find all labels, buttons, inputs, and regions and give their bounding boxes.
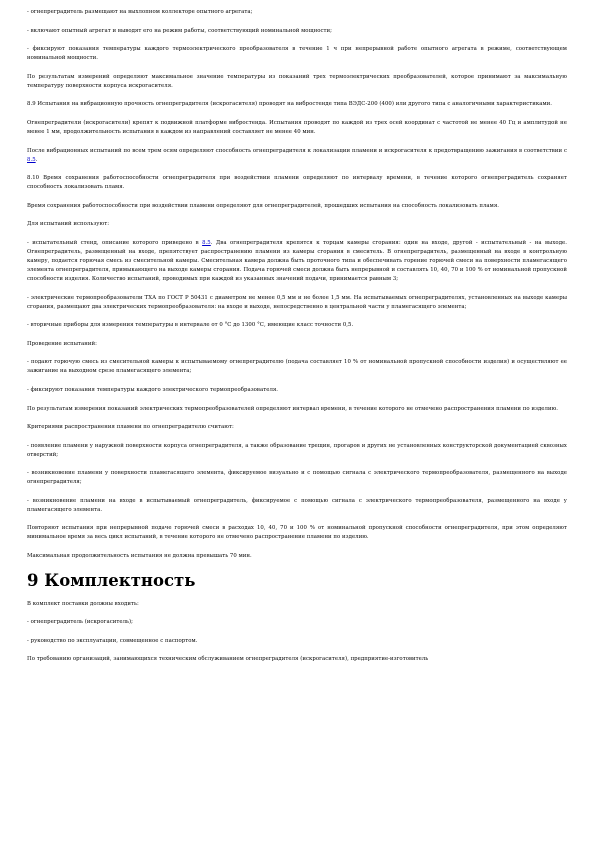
- paragraph: Проведение испытаний:: [27, 340, 97, 347]
- paragraph: - возникновение пламени у поверхности пламегасящего элемента, фиксируемое визуально и с помощью сигнала с электрического термопреобразователя, размещенного на выходе огнепреградителя;: [27, 470, 567, 486]
- paragraph: По требованию организаций, занимающихся техническим обслуживанием огнепреградителя (искрогасителя), предприятие-изготовитель: [27, 656, 429, 663]
- paragraph-text: - испытательный стенд, описание которого приведено в: [27, 239, 203, 246]
- paragraph: 8.10 Время сохранения работоспособности огнепреградителя при воздействии пламени определяют по интервалу времени, в течение которого огнепреградитель сохраняет способность локализовать пламя.: [27, 175, 567, 191]
- paragraph: - фиксируют показания температуры каждого термоэлектрического преобразователя в течение 1 ч при непрерывной работе опытного агрегата в режиме, соответствующем номинальной мощности.: [27, 46, 567, 62]
- paragraph-text: После вибрационных испытаний по всем трем осям определяют способность огнепреградителя к локализации пламени и искрогасителя к предотвращению зажигания в соответствии с: [27, 147, 567, 154]
- paragraph: Критериями распространения пламени по огнепреградителю считают:: [27, 424, 234, 431]
- paragraph: Для испытаний используют:: [27, 221, 110, 228]
- paragraph-with-link: [27, 147, 567, 165]
- reference-link-8-5[interactable]: 8.5: [27, 156, 36, 163]
- paragraph-text: . Два огнепреградителя крепятся к торцам камеры сгорания: один на входе, другой - испытательный - на выходе. Огнепреградитель, размещенный на входе, препятствует распространению пламени из камеры сгорания в смеситель. В огнепреградитель, размещенный на входе в контрольную камеру, подается горючая смесь из смесительной камеры. Смесительная камера должна быть проточного типа и обеспечивать горение горючей смеси на поверхности пламегасящего элемента огнепреградителя, примыкающего на выходе камеры сгорания. Подача горючей смеси должна быть непрерывной и составлять 10, 40, 70 и 100 % от номинальной пропускной способности изделия. Количество испытаний, проводимых при каждой из указанных значений подачи, принимается равным 3;: [27, 239, 567, 282]
- section-heading: 9 Комплектность: [27, 570, 196, 590]
- paragraph: - подают горючую смесь из смесительной камеры к испытываемому огнепреградителю (подача составляет 10 % от номинальной пропускной способности изделия) и осуществляют ее зажигание на выходном срезе пламегасящего элемента;: [27, 359, 567, 375]
- paragraph: - огнепреградитель размещают на выхлопном коллекторе опытного агрегата;: [27, 9, 253, 15]
- document-body: [27, 8, 567, 674]
- paragraph-text: .: [35, 156, 38, 163]
- paragraph: В комплект поставки должны входить:: [27, 600, 139, 607]
- paragraph: - фиксируют показания температуры каждого электрического термопреобразователя.: [27, 386, 279, 393]
- paragraph: По результатам измерений определяют максимальное значение температуры из показаний трех термоэлектрических преобразователей, которое принимают за максимальную температуру поверхности корпуса искрогасителя.: [27, 73, 567, 89]
- paragraph: - руководство по эксплуатации, совмещенное с паспортом.: [27, 637, 198, 644]
- paragraph: - огнепреградитель (искрогаситель);: [27, 619, 133, 626]
- paragraph: - вторичные приборы для измерения температуры в интервале от 0 °С до 1300 °С, имеющие класс точности 0,5.: [27, 322, 354, 329]
- reference-link-8-5[interactable]: 8.5: [202, 239, 211, 246]
- paragraph: Максимальная продолжительность испытания не должна превышать 70 мин.: [27, 553, 252, 560]
- paragraph: Повторяют испытания при непрерывной подаче горючей смеси в расходах 10, 40, 70 и 100 % от номинальной пропускной способности огнепреградителя, при этом определяют минимальное время за весь цикл испытаний, в течение которого не отмечено распространение пламени по изделию.: [27, 525, 567, 541]
- paragraph: - электрические термопреобразователи ТХА по ГОСТ Р 50431 с диаметром не менее 0,5 мм и не более 1,5 мм. На испытываемых огнепреградителях, установленных на выходе камеры сгорания, размещают два электрических термопреобразователя: на входе и выходе, непосредственно в центральной части у пламегасящего элемента;: [27, 294, 567, 310]
- paragraph: 8.9 Испытания на вибрационную прочность огнепреградителя (искрогасителя) проводят на вибростенде типа ВЭДС-200 (400) или другого типа с аналогичными характеристиками.: [27, 101, 553, 108]
- paragraph: Время сохранения работоспособности при воздействии пламени определяют для огнепреградителей, прошедших испытания на способность локализовать пламя.: [27, 202, 500, 209]
- paragraph: Огнепреградители (искрогасители) крепят к подвижной платформе вибростенда. Испытания проводят по каждой из трех осей координат с частотой не менее 40 Гц и амплитудой не менее 1 мм, продолжительность испытания в каждом из направлений составляет не менее 40 мин.: [27, 119, 567, 135]
- paragraph: - появление пламени у наружной поверхности корпуса огнепреградителя, а также образование трещин, прогаров и других не установленных конструкторской документацией сквозных отверстий;: [27, 442, 567, 458]
- paragraph: - возникновение пламени на входе в испытываемый огнепреградитель, фиксируемое с помощью сигнала с электрического термопреобразователя, размещенного на входе у пламегасящего элемента.: [27, 497, 567, 513]
- paragraph: По результатам измерения показаний электрических термопреобразователей определяют интервал времени, в течение которого не отмечено распространения пламени по изделию.: [27, 405, 559, 412]
- paragraph-with-link: [27, 239, 567, 284]
- paragraph: - включают опытный агрегат и выводят его на режим работы, соответствующий номинальной мощности;: [27, 27, 332, 34]
